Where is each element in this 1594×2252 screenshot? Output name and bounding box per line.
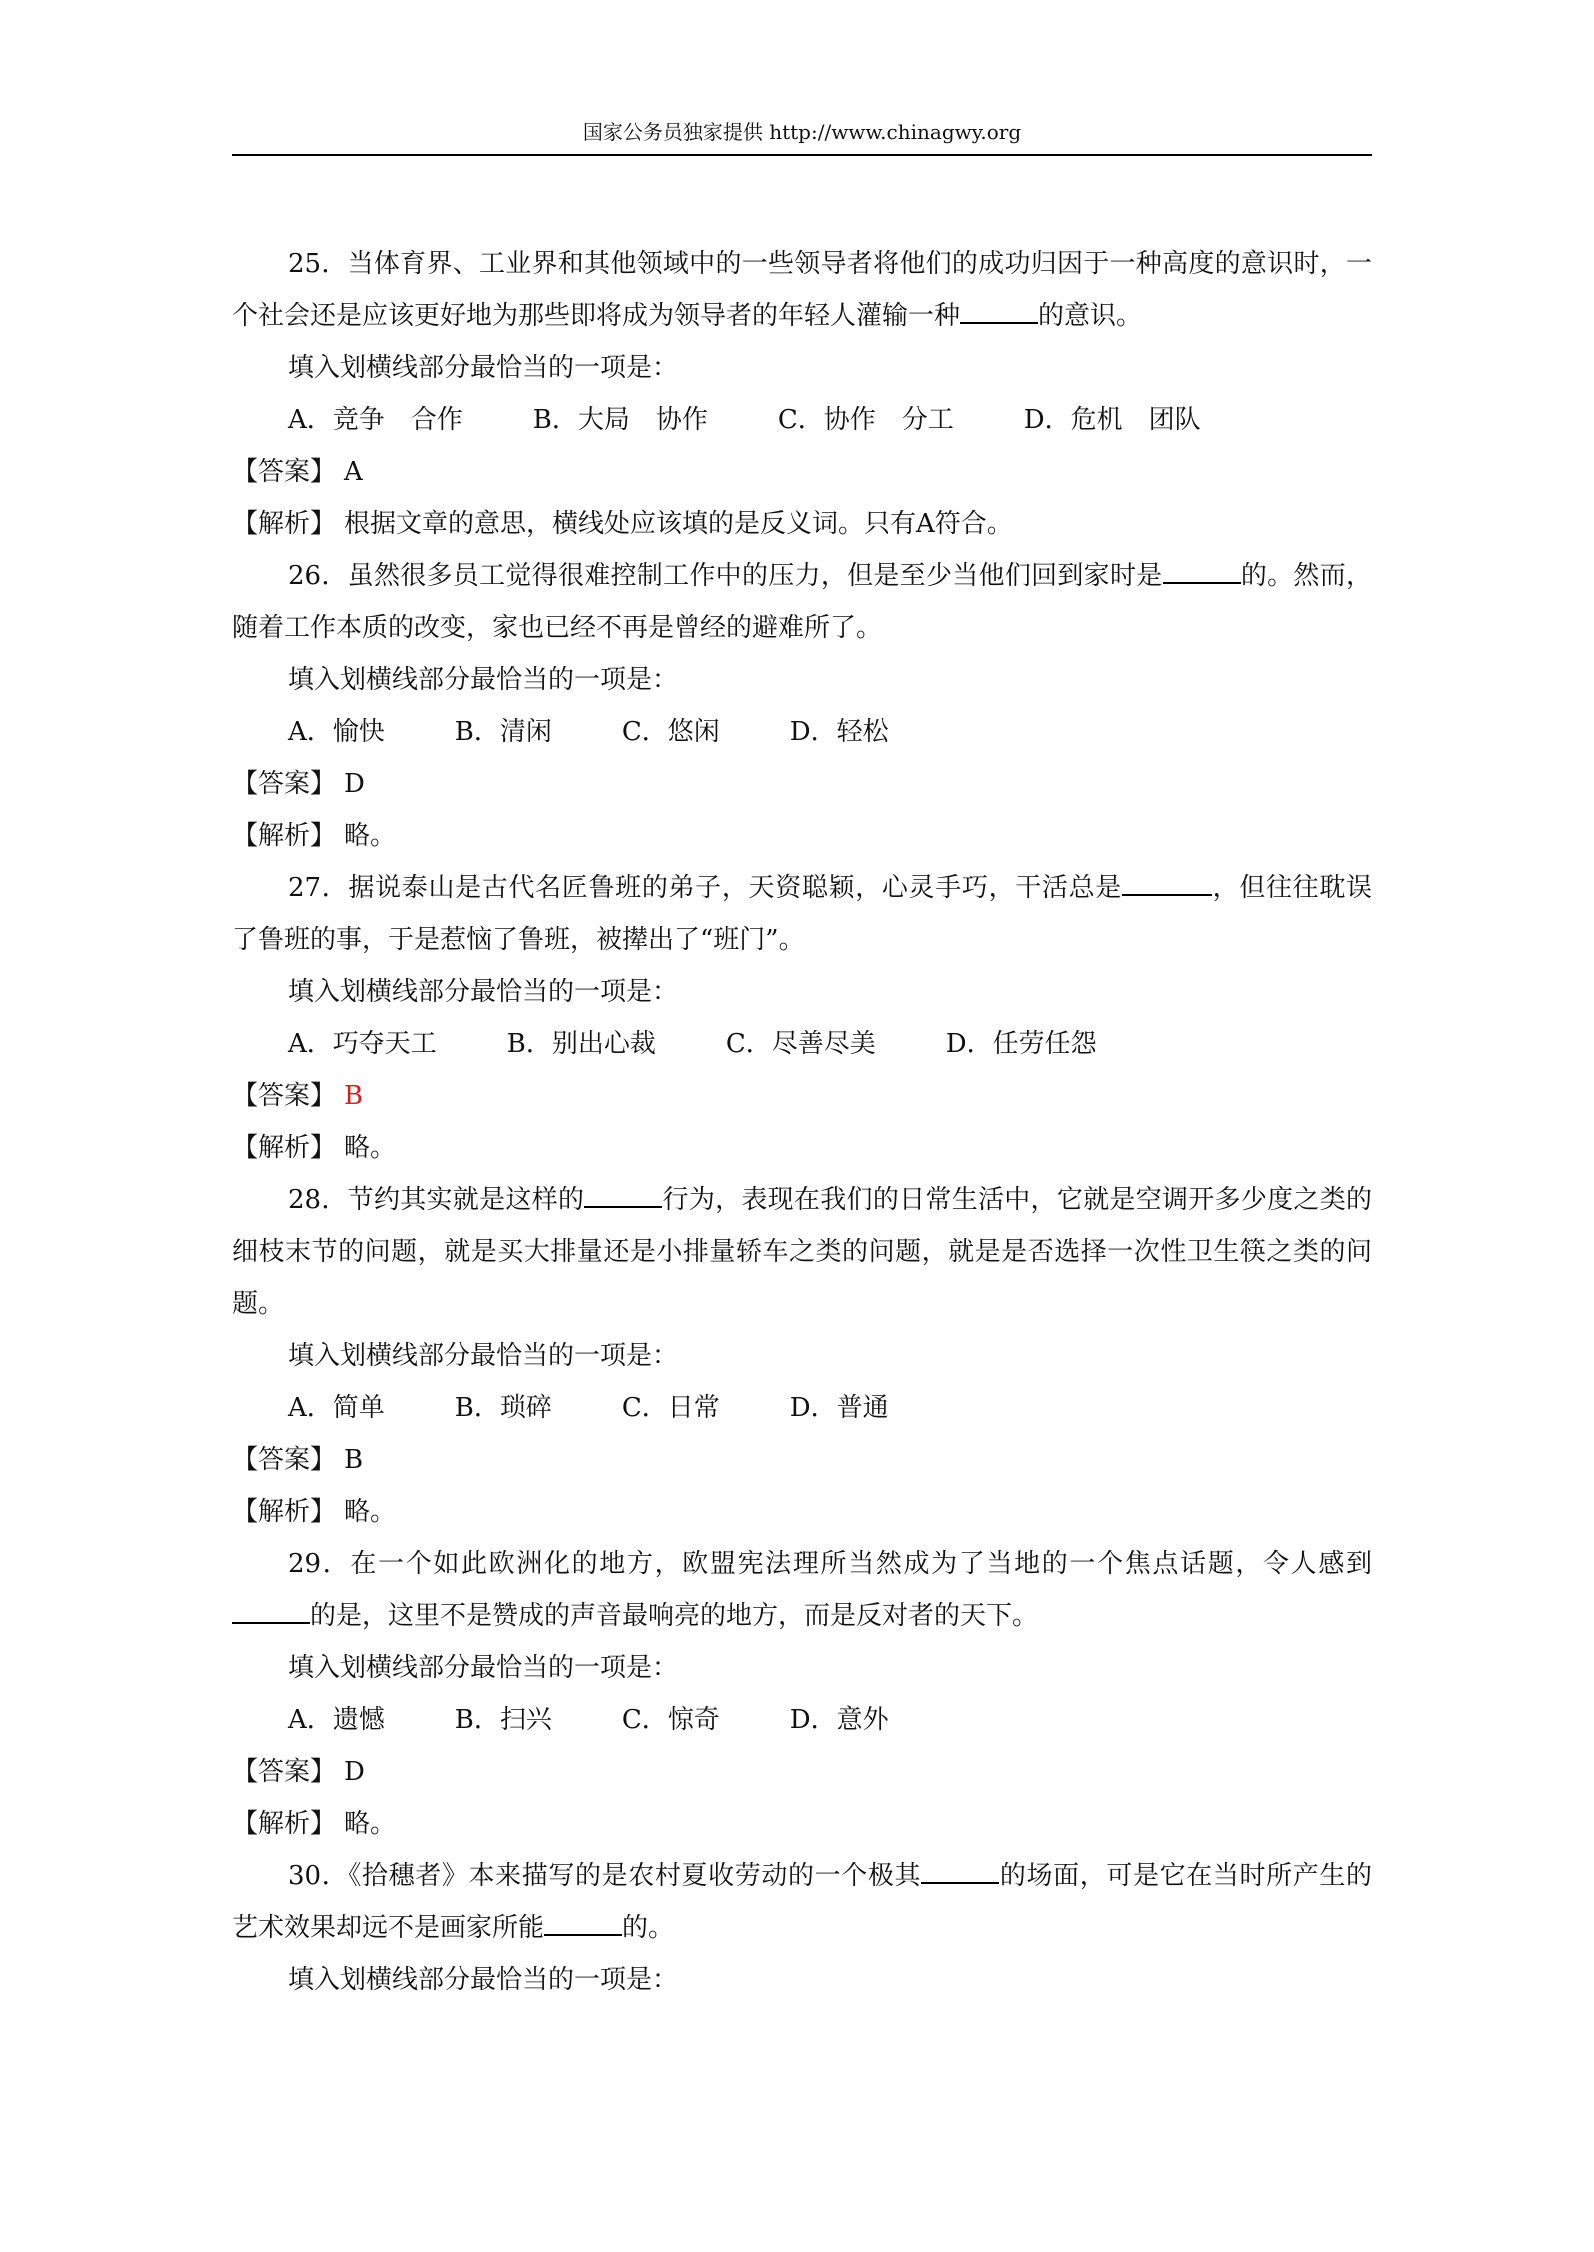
analysis-tag: 【解析】	[232, 1497, 337, 1527]
fill-prompt: 填入划横线部分最恰当的一项是：	[288, 977, 679, 1007]
options-row	[232, 1018, 1372, 1070]
option-d: D．意外	[789, 1705, 889, 1735]
analysis-row	[232, 1122, 1372, 1174]
analysis-tag: 【解析】	[232, 509, 337, 539]
question-stem	[232, 238, 1372, 342]
stem-text: 的。	[622, 1913, 675, 1943]
option-a: A．简单	[288, 1393, 385, 1423]
options-row	[232, 394, 1372, 446]
analysis-row	[232, 1798, 1372, 1850]
answer-row	[232, 446, 1372, 498]
header-text: 国家公务员独家提供 http://www.chinagwy.org	[582, 120, 1022, 144]
fill-prompt: 填入划横线部分最恰当的一项是：	[288, 1341, 679, 1371]
analysis-text: 略。	[344, 1497, 397, 1527]
fill-prompt: 填入划横线部分最恰当的一项是：	[288, 353, 679, 383]
stem-text: 的意识。	[1038, 301, 1143, 331]
answer-value: D	[344, 1757, 365, 1787]
answer-value: B	[344, 1445, 364, 1475]
stem-text: 行为，表现在我们的日常生活中，它就是空调开多少度之类的细枝末节的问题，就是买大排量还是小排量轿车之类的问题，就是是否选择一次性卫生筷之类的问题。	[232, 1185, 1372, 1319]
stem-text: 28．节约其实就是这样的	[288, 1185, 585, 1215]
stem-text: 26．虽然很多员工觉得很难控制工作中的压力，但是至少当他们回到家时是	[288, 561, 1163, 591]
analysis-row	[232, 498, 1372, 550]
option-a: A．巧夺天工	[288, 1029, 437, 1059]
option-c: C．协作 分工	[777, 405, 954, 435]
option-b: B．大局 协作	[532, 405, 708, 435]
answer-value: A	[344, 457, 363, 487]
answer-blank	[921, 1856, 999, 1884]
option-d: D．轻松	[789, 717, 889, 747]
question-25	[232, 238, 1372, 550]
fill-prompt: 填入划横线部分最恰当的一项是：	[288, 1653, 679, 1683]
answer-tag: 【答案】	[232, 457, 337, 487]
analysis-text: 略。	[344, 821, 397, 851]
option-c: C．尽善尽美	[725, 1029, 876, 1059]
answer-blank	[960, 296, 1038, 324]
question-stem	[232, 1538, 1372, 1642]
option-d: D．普通	[789, 1393, 889, 1423]
answer-tag: 【答案】	[232, 1757, 337, 1787]
analysis-text: 略。	[344, 1809, 397, 1839]
option-d: D．危机 团队	[1023, 405, 1201, 435]
answer-row	[232, 758, 1372, 810]
options-row	[232, 706, 1372, 758]
stem-text: 30．《拾穗者》本来描写的是农村夏收劳动的一个极其	[288, 1861, 922, 1891]
answer-row	[232, 1746, 1372, 1798]
question-stem	[232, 550, 1372, 654]
answer-blank	[544, 1908, 622, 1936]
option-b: B．扫兴	[454, 1705, 552, 1735]
page-header	[232, 118, 1372, 156]
fill-prompt: 填入划横线部分最恰当的一项是：	[288, 1965, 679, 1995]
answer-blank	[584, 1180, 662, 1208]
answer-value: B	[344, 1081, 364, 1111]
stem-text: ，但往往耽误了鲁班的事，于是惹恼了鲁班，被撵出了“班门”。	[232, 873, 1372, 955]
analysis-text: 根据文章的意思，横线处应该填的是反义词。只有A符合。	[344, 509, 1013, 539]
document-body	[232, 238, 1372, 2006]
option-d: D．任劳任怨	[945, 1029, 1097, 1059]
option-c: C．悠闲	[621, 717, 720, 747]
analysis-tag: 【解析】	[232, 1809, 337, 1839]
question-26	[232, 550, 1372, 862]
option-a: A．愉快	[288, 717, 385, 747]
answer-tag: 【答案】	[232, 1445, 337, 1475]
question-28	[232, 1174, 1372, 1538]
stem-text: 的是，这里不是赞成的声音最响亮的地方，而是反对者的天下。	[310, 1601, 1039, 1631]
stem-text: 29．在一个如此欧洲化的地方，欧盟宪法理所当然成为了当地的一个焦点话题，令人感到	[288, 1549, 1372, 1579]
fill-prompt: 填入划横线部分最恰当的一项是：	[288, 665, 679, 695]
answer-row	[232, 1070, 1372, 1122]
question-29	[232, 1538, 1372, 1850]
options-row	[232, 1382, 1372, 1434]
answer-blank	[1122, 868, 1212, 896]
option-a: A．竞争 合作	[288, 405, 463, 435]
option-b: B．琐碎	[454, 1393, 552, 1423]
answer-tag: 【答案】	[232, 769, 337, 799]
analysis-row	[232, 1486, 1372, 1538]
stem-text: 的。然而，随着工作本质的改变，家也已经不再是曾经的避难所了。	[232, 561, 1372, 643]
analysis-row	[232, 810, 1372, 862]
question-stem	[232, 1174, 1372, 1330]
stem-text: 25．当体育界、工业界和其他领域中的一些领导者将他们的成功归因于一种高度的意识时，一个社会还是应该更好地为那些即将成为领导者的年轻人灌输一种	[232, 249, 1372, 331]
stem-text: 的场面，可是它在当时所产生的艺术效果却远不是画家所能	[232, 1861, 1372, 1943]
answer-blank	[232, 1596, 310, 1624]
stem-text: 27．据说泰山是古代名匠鲁班的弟子，天资聪颖，心灵手巧，干活总是	[288, 873, 1122, 903]
option-a: A．遗憾	[288, 1705, 385, 1735]
question-27	[232, 862, 1372, 1174]
answer-row	[232, 1434, 1372, 1486]
question-stem	[232, 1850, 1372, 1954]
options-row	[232, 1694, 1372, 1746]
option-c: C．惊奇	[621, 1705, 720, 1735]
question-30	[232, 1850, 1372, 2006]
option-b: B．清闲	[454, 717, 552, 747]
question-stem	[232, 862, 1372, 966]
option-b: B．别出心裁	[506, 1029, 656, 1059]
answer-value: D	[344, 769, 365, 799]
option-c: C．日常	[621, 1393, 720, 1423]
answer-blank	[1163, 556, 1241, 584]
answer-tag: 【答案】	[232, 1081, 337, 1111]
analysis-text: 略。	[344, 1133, 397, 1163]
analysis-tag: 【解析】	[232, 1133, 337, 1163]
analysis-tag: 【解析】	[232, 821, 337, 851]
